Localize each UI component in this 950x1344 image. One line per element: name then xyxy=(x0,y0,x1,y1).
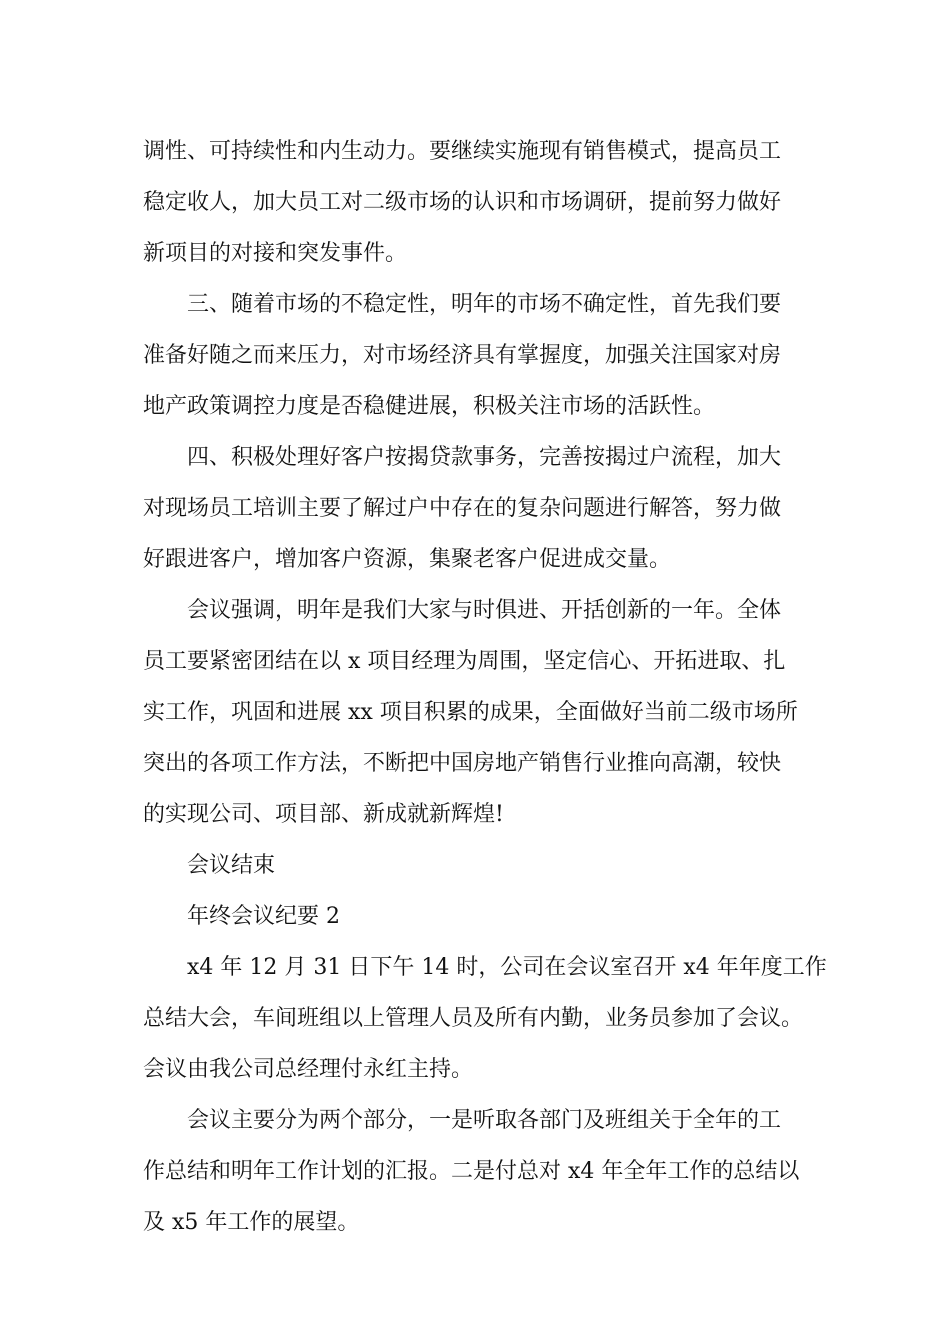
section-title: 年终会议纪要 2 xyxy=(187,904,340,929)
text-line: 地产政策调控力度是否稳健进展，积极关注市场的活跃性。 xyxy=(143,394,716,419)
text-line: 会议由我公司总经理付永红主持。 xyxy=(143,1057,474,1082)
text-line: x4 年 12 月 31 日下午 14 时，公司在会议室召开 x4 年年度工作 xyxy=(187,955,827,980)
text-line: 会议强调，明年是我们大家与时俱进、开括创新的一年。全体 xyxy=(187,598,782,623)
text-line: 新项目的对接和突发事件。 xyxy=(143,241,408,266)
paragraph-meeting-end xyxy=(143,840,833,891)
paragraph-meeting-intro xyxy=(143,942,833,1095)
text-line: 会议结束 xyxy=(187,853,276,878)
text-line: 作总结和明年工作计划的汇报。二是付总对 x4 年全年工作的总结以 xyxy=(143,1159,800,1184)
text-line: 好跟进客户，增加客户资源，集聚老客户促进成交量。 xyxy=(143,547,672,572)
text-line: 的实现公司、项目部、新成就新辉煌! xyxy=(143,802,504,827)
text-line: 突出的各项工作方法，不断把中国房地产销售行业推向高潮，较快 xyxy=(143,751,782,776)
paragraph-meeting-emphasis xyxy=(143,585,833,840)
text-line: 三、随着市场的不稳定性，明年的市场不确定性，首先我们要 xyxy=(187,292,782,317)
text-line: 实工作，巩固和进展 xx 项目积累的成果，全面做好当前二级市场所 xyxy=(143,700,798,725)
text-line: 对现场员工培训主要了解过户中存在的复杂问题进行解答，努力做 xyxy=(143,496,782,521)
text-line: 会议主要分为两个部分，一是听取各部门及班组关于全年的工 xyxy=(187,1108,782,1133)
paragraph-item-four xyxy=(143,432,833,585)
section-heading xyxy=(143,891,833,942)
text-line: 四、积极处理好客户按揭贷款事务，完善按揭过户流程，加大 xyxy=(187,445,782,470)
text-line: 准备好随之而来压力，对市场经济具有掌握度，加强关注国家对房 xyxy=(143,343,782,368)
text-line: 员工要紧密团结在以 x 项目经理为周围，坚定信心、开拓进取、扎 xyxy=(143,649,786,674)
text-line: 总结大会，车间班组以上管理人员及所有内勤，业务员参加了会议。 xyxy=(143,1006,804,1031)
paragraph-item-three xyxy=(143,279,833,432)
paragraph-continuation xyxy=(143,126,833,279)
text-line: 及 x5 年工作的展望。 xyxy=(143,1210,360,1235)
text-line: 调性、可持续性和内生动力。要继续实施现有销售模式，提高员工 xyxy=(143,139,782,164)
text-line: 稳定收人，加大员工对二级市场的认识和市场调研，提前努力做好 xyxy=(143,190,782,215)
document-body xyxy=(143,126,833,1248)
paragraph-meeting-parts xyxy=(143,1095,833,1248)
